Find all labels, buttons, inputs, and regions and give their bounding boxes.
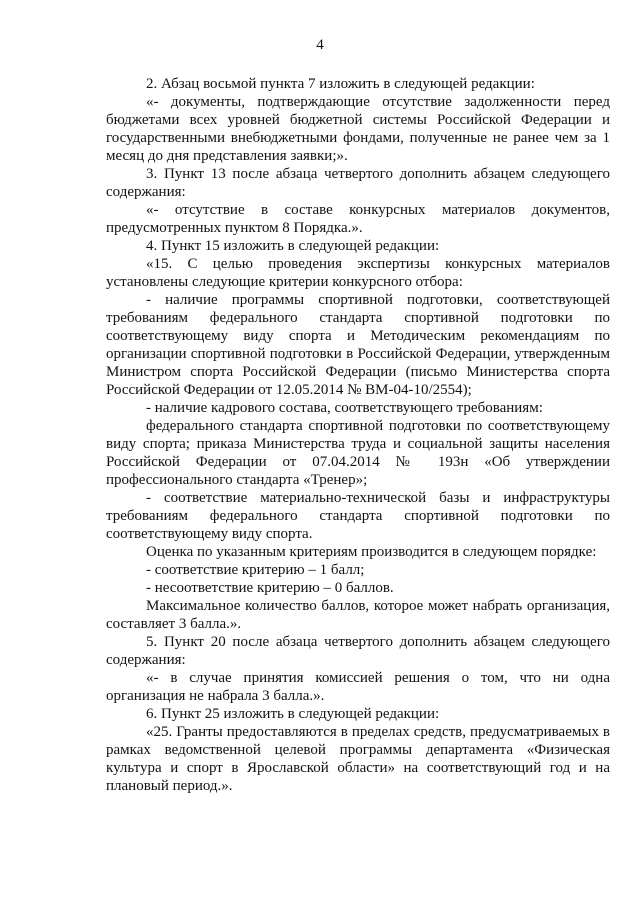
paragraph: 3. Пункт 13 после абзаца четвертого дополнить абзацем следующего содержания:	[106, 166, 610, 200]
paragraph: «15. С целью проведения экспертизы конкурсных материалов установлены следующие критерии конкурсного отбора:	[106, 256, 610, 290]
paragraph: - соответствие материально-технической базы и инфраструктуры требованиям федерального стандарта спортивной подготовки по соответствующему виду спорта.	[106, 490, 610, 542]
paragraph: «- документы, подтверждающие отсутствие задолженности перед бюджетами всех уровней бюджетной системы Российской Федерации и государственными внебюджетными фондами, полученные не ранее чем за 1 месяц до дня представления заявки;».	[106, 94, 610, 164]
paragraph: федерального стандарта спортивной подготовки по соответствующему виду спорта; приказа Министерства труда и социальной защиты населения Российской Федерации от 07.04.2014 № 193н «Об утверждении профессионального стандарта «Тренер»;	[106, 418, 610, 488]
paragraph: Оценка по указанным критериям производится в следующем порядке:	[146, 544, 597, 560]
paragraph: 2. Абзац восьмой пункта 7 изложить в следующей редакции:	[146, 76, 535, 92]
paragraph: «25. Гранты предоставляются в пределах средств, предусматриваемых в рамках ведомственной целевой программы департамента «Физическая культура и спорт в Ярославской области» на соответствующий год и на плановый период.».	[106, 724, 610, 794]
paragraph: - наличие программы спортивной подготовки, соответствующей требованиям федерального стандарта спортивной подготовки по соответствующему виду спорта и Методическим рекомендациям по организации спортивной подготовки в Российской Федерации, утвержденным Министром спорта Российской Федерации (письмо Министерства спорта Российской Федерации от 12.05.2014 № ВМ-04-10/2554);	[106, 292, 610, 398]
paragraph: 5. Пункт 20 после абзаца четвертого дополнить абзацем следующего содержания:	[106, 634, 610, 668]
paragraph: «- в случае принятия комиссией решения о том, что ни одна организация не набрала 3 балла.».	[106, 670, 610, 704]
paragraph: 6. Пункт 25 изложить в следующей редакции:	[146, 706, 440, 722]
paragraph: Максимальное количество баллов, которое может набрать организация, составляет 3 балла.».	[106, 598, 610, 632]
paragraph: - наличие кадрового состава, соответствующего требованиям:	[146, 400, 543, 416]
paragraph: 4. Пункт 15 изложить в следующей редакции:	[146, 238, 440, 254]
paragraph: «- отсутствие в составе конкурсных материалов документов, предусмотренных пунктом 8 Порядка.».	[106, 202, 610, 236]
page-number: 4	[316, 37, 324, 53]
paragraph: - соответствие критерию – 1 балл;	[146, 562, 365, 578]
document-body	[106, 75, 610, 795]
paragraph: - несоответствие критерию – 0 баллов.	[146, 580, 394, 596]
